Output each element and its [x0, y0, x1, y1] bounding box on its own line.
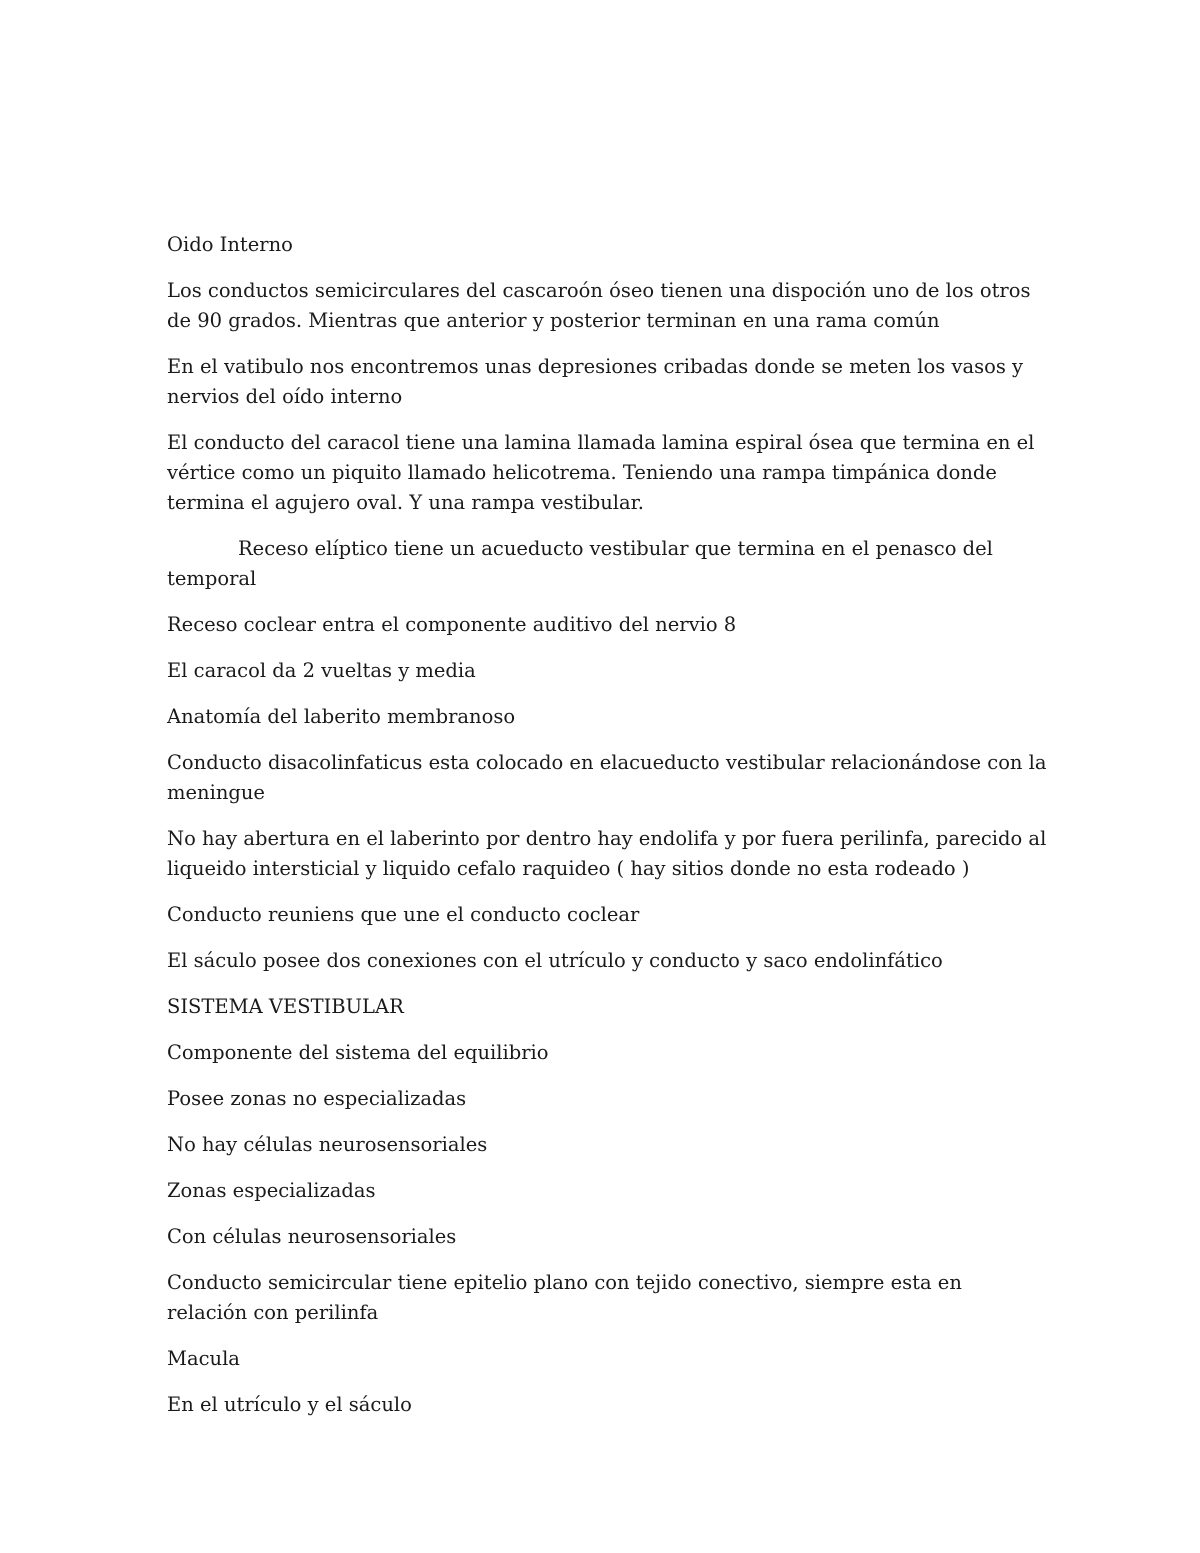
paragraph-zonas-especializadas: Zonas especializadas — [167, 1179, 376, 1202]
paragraph-abertura-laberinto: No hay abertura en el laberinto por dentro hay endolifa y por fuera perilinfa, parecido al liqueido intersticial y liquido cefalo raquideo ( hay sitios donde no esta rodeado ) — [167, 827, 1047, 880]
heading-oido-interno: Oido Interno — [167, 233, 293, 256]
paragraph-caracol-vueltas: El caracol da 2 vueltas y media — [167, 659, 476, 682]
paragraph-receso-coclear: Receso coclear entra el componente auditivo del nervio 8 — [167, 613, 737, 636]
paragraph-saculo-conexiones: El sáculo posee dos conexiones con el utrículo y conducto y saco endolinfático — [167, 949, 943, 972]
document-body — [167, 230, 1047, 1436]
heading-anatomia-laberinto: Anatomía del laberito membranoso — [167, 705, 516, 728]
paragraph-conducto-caracol: El conducto del caracol tiene una lamina llamada lamina espiral ósea que termina en el vértice como un piquito llamado helicotrema. Teniendo una rampa timpánica donde termina el agujero oval. Y una rampa vestibular. — [167, 431, 1035, 514]
paragraph-componente-equilibrio: Componente del sistema del equilibrio — [167, 1041, 549, 1064]
paragraph-con-celulas: Con células neurosensoriales — [167, 1225, 457, 1248]
paragraph-receso-eliptico: Receso elíptico tiene un acueducto vestibular que termina en el penasco del temporal — [167, 537, 993, 590]
paragraph-sin-celulas: No hay células neurosensoriales — [167, 1133, 488, 1156]
heading-sistema-vestibular: SISTEMA VESTIBULAR — [167, 995, 404, 1018]
paragraph-macula: Macula — [167, 1347, 240, 1370]
paragraph-conducto-semicircular-epitelio: Conducto semicircular tiene epitelio plano con tejido conectivo, siempre esta en relación con perilinfa — [167, 1271, 962, 1324]
paragraph-zonas-no-especializadas: Posee zonas no especializadas — [167, 1087, 467, 1110]
paragraph-vestibulo: En el vatibulo nos encontremos unas depresiones cribadas donde se meten los vasos y nervios del oído interno — [167, 355, 1024, 408]
paragraph-utriculo-saculo: En el utrículo y el sáculo — [167, 1393, 412, 1416]
paragraph-conducto-endolinfatico: Conducto disacolinfaticus esta colocado en elacueducto vestibular relacionándose con la meningue — [167, 751, 1047, 804]
paragraph-conducto-reuniens: Conducto reuniens que une el conducto coclear — [167, 903, 640, 926]
paragraph-conductos-semicirculares: Los conductos semicirculares del cascaroón óseo tienen una dispoción uno de los otros de 90 grados. Mientras que anterior y posterior terminan en una rama común — [167, 279, 1031, 332]
